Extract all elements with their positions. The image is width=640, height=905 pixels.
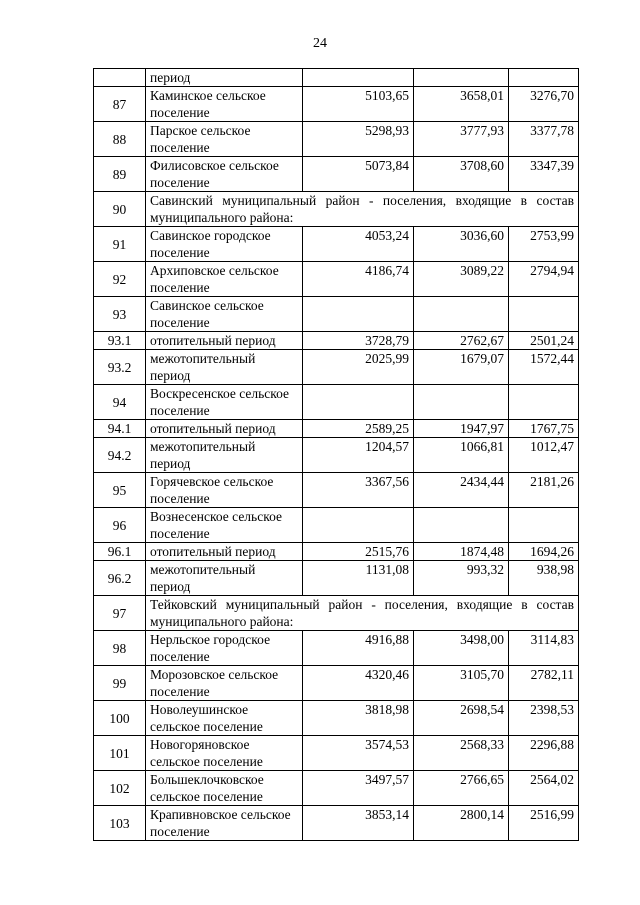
table-row (94, 122, 579, 157)
value-cell-1: 4916,88 (303, 631, 414, 666)
value-cell-2: 3658,01 (414, 87, 509, 122)
table-row (94, 262, 579, 297)
table-row (94, 508, 579, 543)
row-number-cell: 100 (94, 701, 146, 736)
table-row (94, 701, 579, 736)
row-number-cell: 93.1 (94, 332, 146, 350)
value-cell-3: 2794,94 (509, 262, 579, 297)
row-name-cell: межотопительный период (146, 350, 303, 385)
table-row (94, 192, 579, 227)
row-name-cell: отопительный период (146, 543, 303, 561)
row-name-cell: Савинское сельское поселение (146, 297, 303, 332)
value-cell-1: 2589,25 (303, 420, 414, 438)
page-number: 24 (313, 36, 327, 51)
value-cell-1: 1131,08 (303, 561, 414, 596)
value-cell-1: 4186,74 (303, 262, 414, 297)
table-row (94, 543, 579, 561)
row-number-cell: 101 (94, 736, 146, 771)
row-number-cell: 87 (94, 87, 146, 122)
value-cell-2: 1947,97 (414, 420, 509, 438)
value-cell-2: 2434,44 (414, 473, 509, 508)
row-name-cell: Новогоряновское сельское поселение (146, 736, 303, 771)
value-cell-2: 3498,00 (414, 631, 509, 666)
value-cell-2: 993,32 (414, 561, 509, 596)
value-cell-3: 1572,44 (509, 350, 579, 385)
value-cell-3: 1767,75 (509, 420, 579, 438)
value-cell-1: 3574,53 (303, 736, 414, 771)
value-cell-3 (509, 508, 579, 543)
table-row (94, 350, 579, 385)
value-cell-2: 1874,48 (414, 543, 509, 561)
table-row (94, 87, 579, 122)
row-number-cell: 96.1 (94, 543, 146, 561)
row-name-cell: Филисовское сельское поселение (146, 157, 303, 192)
table-row (94, 157, 579, 192)
table-row (94, 561, 579, 596)
table-row (94, 806, 579, 841)
value-cell-2: 2766,65 (414, 771, 509, 806)
row-number-cell: 92 (94, 262, 146, 297)
row-number-cell: 103 (94, 806, 146, 841)
value-cell-3 (509, 385, 579, 420)
value-cell-3: 1012,47 (509, 438, 579, 473)
value-cell-1: 5298,93 (303, 122, 414, 157)
section-heading-cell: Савинский муниципальный район - поселения, входящие в состав муниципального района: (146, 192, 579, 227)
row-number-cell: 93 (94, 297, 146, 332)
row-name-cell: отопительный период (146, 332, 303, 350)
row-number-cell: 91 (94, 227, 146, 262)
table-row (94, 438, 579, 473)
value-cell-1 (303, 69, 414, 87)
value-cell-1 (303, 508, 414, 543)
value-cell-2 (414, 385, 509, 420)
value-cell-2: 1066,81 (414, 438, 509, 473)
table-row (94, 666, 579, 701)
row-number-cell: 94.1 (94, 420, 146, 438)
table-row (94, 473, 579, 508)
table-row (94, 69, 579, 87)
value-cell-3: 3114,83 (509, 631, 579, 666)
value-cell-1 (303, 385, 414, 420)
row-name-cell: Архиповское сельское поселение (146, 262, 303, 297)
table-row (94, 736, 579, 771)
row-name-cell: Горячевское сельское поселение (146, 473, 303, 508)
row-name-cell: Морозовское сельское поселение (146, 666, 303, 701)
value-cell-3: 1694,26 (509, 543, 579, 561)
row-name-cell: межотопительный период (146, 438, 303, 473)
value-cell-2: 3105,70 (414, 666, 509, 701)
value-cell-3: 2516,99 (509, 806, 579, 841)
row-name-cell: Воскресенское сельское поселение (146, 385, 303, 420)
table-row (94, 227, 579, 262)
value-cell-3: 2501,24 (509, 332, 579, 350)
row-number-cell: 95 (94, 473, 146, 508)
value-cell-2: 1679,07 (414, 350, 509, 385)
value-cell-3: 2296,88 (509, 736, 579, 771)
value-cell-2: 3089,22 (414, 262, 509, 297)
value-cell-2 (414, 69, 509, 87)
row-name-cell: Каминское сельское поселение (146, 87, 303, 122)
section-heading-cell: Тейковский муниципальный район - поселения, входящие в состав муниципального района: (146, 596, 579, 631)
value-cell-3: 938,98 (509, 561, 579, 596)
row-number-cell: 96 (94, 508, 146, 543)
row-number-cell: 96.2 (94, 561, 146, 596)
value-cell-3: 2782,11 (509, 666, 579, 701)
table-row (94, 771, 579, 806)
value-cell-2: 2762,67 (414, 332, 509, 350)
row-number-cell: 88 (94, 122, 146, 157)
value-cell-1: 1204,57 (303, 438, 414, 473)
value-cell-3: 2564,02 (509, 771, 579, 806)
value-cell-1: 4320,46 (303, 666, 414, 701)
table-row (94, 332, 579, 350)
value-cell-2 (414, 508, 509, 543)
value-cell-2 (414, 297, 509, 332)
row-number-cell: 90 (94, 192, 146, 227)
value-cell-1: 2025,99 (303, 350, 414, 385)
row-number-cell: 89 (94, 157, 146, 192)
value-cell-2: 3708,60 (414, 157, 509, 192)
row-name-cell: межотопительный период (146, 561, 303, 596)
value-cell-1: 4053,24 (303, 227, 414, 262)
value-cell-2: 3777,93 (414, 122, 509, 157)
table-row (94, 385, 579, 420)
row-name-cell: Крапивновское сельское поселение (146, 806, 303, 841)
row-number-cell: 93.2 (94, 350, 146, 385)
value-cell-1: 2515,76 (303, 543, 414, 561)
value-cell-2: 2800,14 (414, 806, 509, 841)
row-name-cell: период (146, 69, 303, 87)
row-number-cell: 98 (94, 631, 146, 666)
row-name-cell: Новолеушинское сельское поселение (146, 701, 303, 736)
value-cell-3: 2753,99 (509, 227, 579, 262)
value-cell-2: 2698,54 (414, 701, 509, 736)
value-cell-1: 3818,98 (303, 701, 414, 736)
row-name-cell: Савинское городское поселение (146, 227, 303, 262)
value-cell-1: 3728,79 (303, 332, 414, 350)
row-name-cell: отопительный период (146, 420, 303, 438)
value-cell-1: 3497,57 (303, 771, 414, 806)
value-cell-3: 2181,26 (509, 473, 579, 508)
value-cell-3 (509, 69, 579, 87)
value-cell-2: 2568,33 (414, 736, 509, 771)
value-cell-1: 5073,84 (303, 157, 414, 192)
value-cell-1: 3853,14 (303, 806, 414, 841)
row-number-cell: 94 (94, 385, 146, 420)
tariff-table (93, 68, 579, 841)
value-cell-3 (509, 297, 579, 332)
row-number-cell: 97 (94, 596, 146, 631)
value-cell-3: 3276,70 (509, 87, 579, 122)
row-number-cell: 102 (94, 771, 146, 806)
table-row (94, 596, 579, 631)
value-cell-2: 3036,60 (414, 227, 509, 262)
row-number-cell: 99 (94, 666, 146, 701)
row-number-cell: 94.2 (94, 438, 146, 473)
row-name-cell: Вознесенское сельское поселение (146, 508, 303, 543)
table-row (94, 631, 579, 666)
value-cell-3: 2398,53 (509, 701, 579, 736)
value-cell-1: 5103,65 (303, 87, 414, 122)
table-row (94, 297, 579, 332)
value-cell-1: 3367,56 (303, 473, 414, 508)
value-cell-3: 3377,78 (509, 122, 579, 157)
table-row (94, 420, 579, 438)
value-cell-3: 3347,39 (509, 157, 579, 192)
value-cell-1 (303, 297, 414, 332)
row-name-cell: Парское сельское поселение (146, 122, 303, 157)
row-name-cell: Большеклочковское сельское поселение (146, 771, 303, 806)
row-name-cell: Нерльское городское поселение (146, 631, 303, 666)
row-number-cell (94, 69, 146, 87)
